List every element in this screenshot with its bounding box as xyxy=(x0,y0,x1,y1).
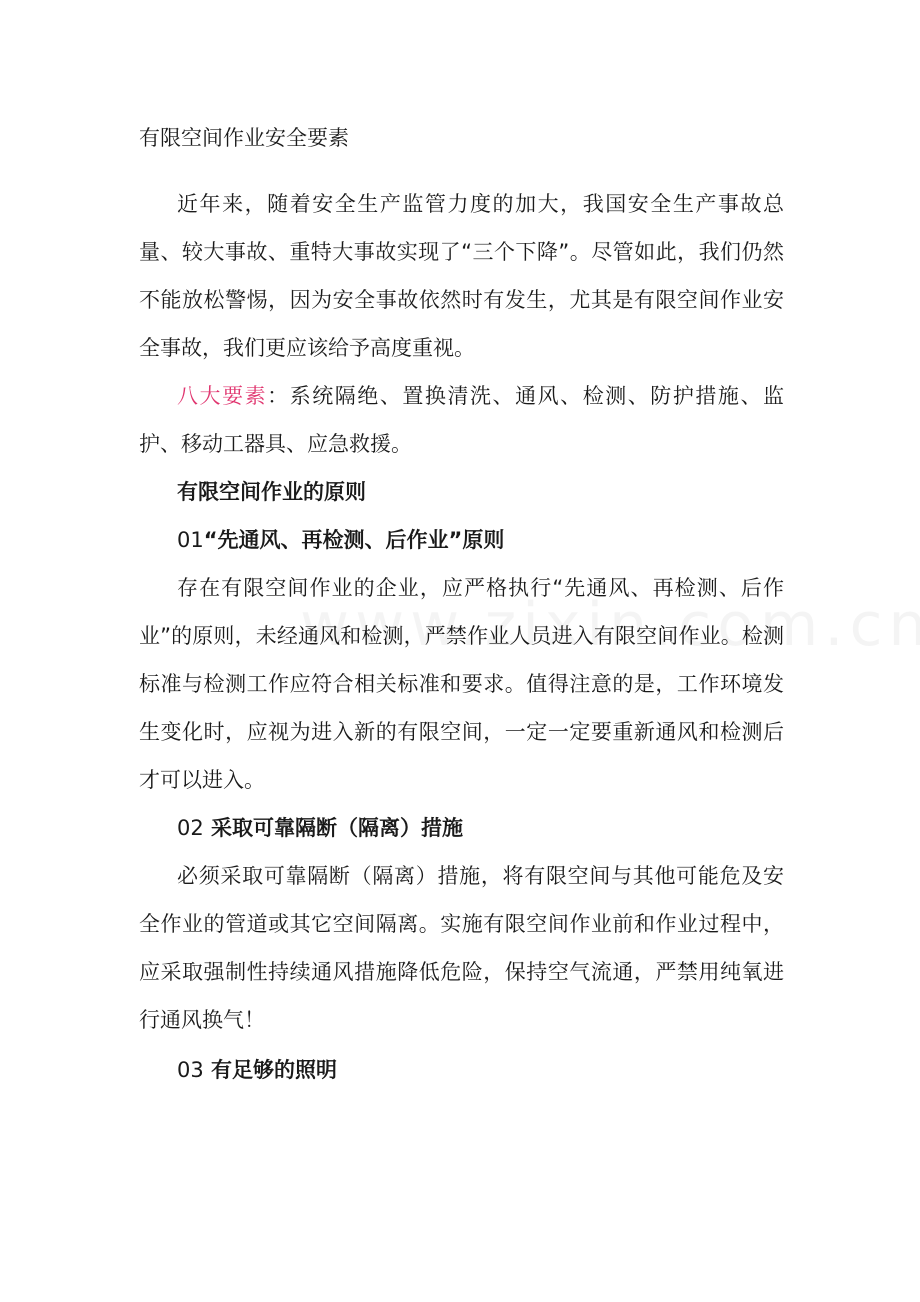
section-number: 01 xyxy=(177,528,204,552)
section-01-heading xyxy=(139,516,784,564)
eight-elements-label: 八大要素 xyxy=(177,384,268,408)
section-01-body: 存在有限空间作业的企业，应严格执行“先通风、再检测、后作业”的原则，未经通风和检测，严禁作业人员进入有限空间作业。检测标准与检测工作应符合相关标准和要求。值得注意的是，工作环境发生变化时，应视为进入新的有限空间，一定一定要重新通风和检测后才可以进入。 xyxy=(139,576,784,792)
section-02-heading xyxy=(139,804,784,852)
document-title: 有限空间作业安全要素 xyxy=(139,126,349,150)
section-title: 有足够的照明 xyxy=(211,1058,338,1082)
section-title: 采取可靠隔断（隔离）措施 xyxy=(211,816,464,840)
section-03-heading xyxy=(139,1046,784,1094)
section-title: “先通风、再检测、后作业”原则 xyxy=(203,528,505,552)
eight-elements-paragraph xyxy=(139,372,784,468)
section-02-body: 必须采取可靠隔断（隔离）措施，将有限空间与其他可能危及安全作业的管道或其它空间隔离。实施有限空间作业前和作业过程中，应采取强制性持续通风措施降低危险，保持空气流通，严禁用纯氧进行通风换气！ xyxy=(139,864,784,1032)
document-page xyxy=(139,118,784,1094)
eight-elements-text: ：系统隔绝、置换清洗、通风、检测、防护措施、监护、移动工器具、应急救援。 xyxy=(139,384,785,456)
section-number: 03 xyxy=(177,1058,204,1082)
principles-heading: 有限空间作业的原则 xyxy=(177,480,366,504)
intro-paragraph: 近年来，随着安全生产监管力度的加大，我国安全生产事故总量、较大事故、重特大事故实现了“三个下降”。尽管如此，我们仍然不能放松警惕，因为安全事故依然时有发生，尤其是有限空间作业安全事故，我们更应该给予高度重视。 xyxy=(139,192,784,360)
section-number: 02 xyxy=(177,816,204,840)
